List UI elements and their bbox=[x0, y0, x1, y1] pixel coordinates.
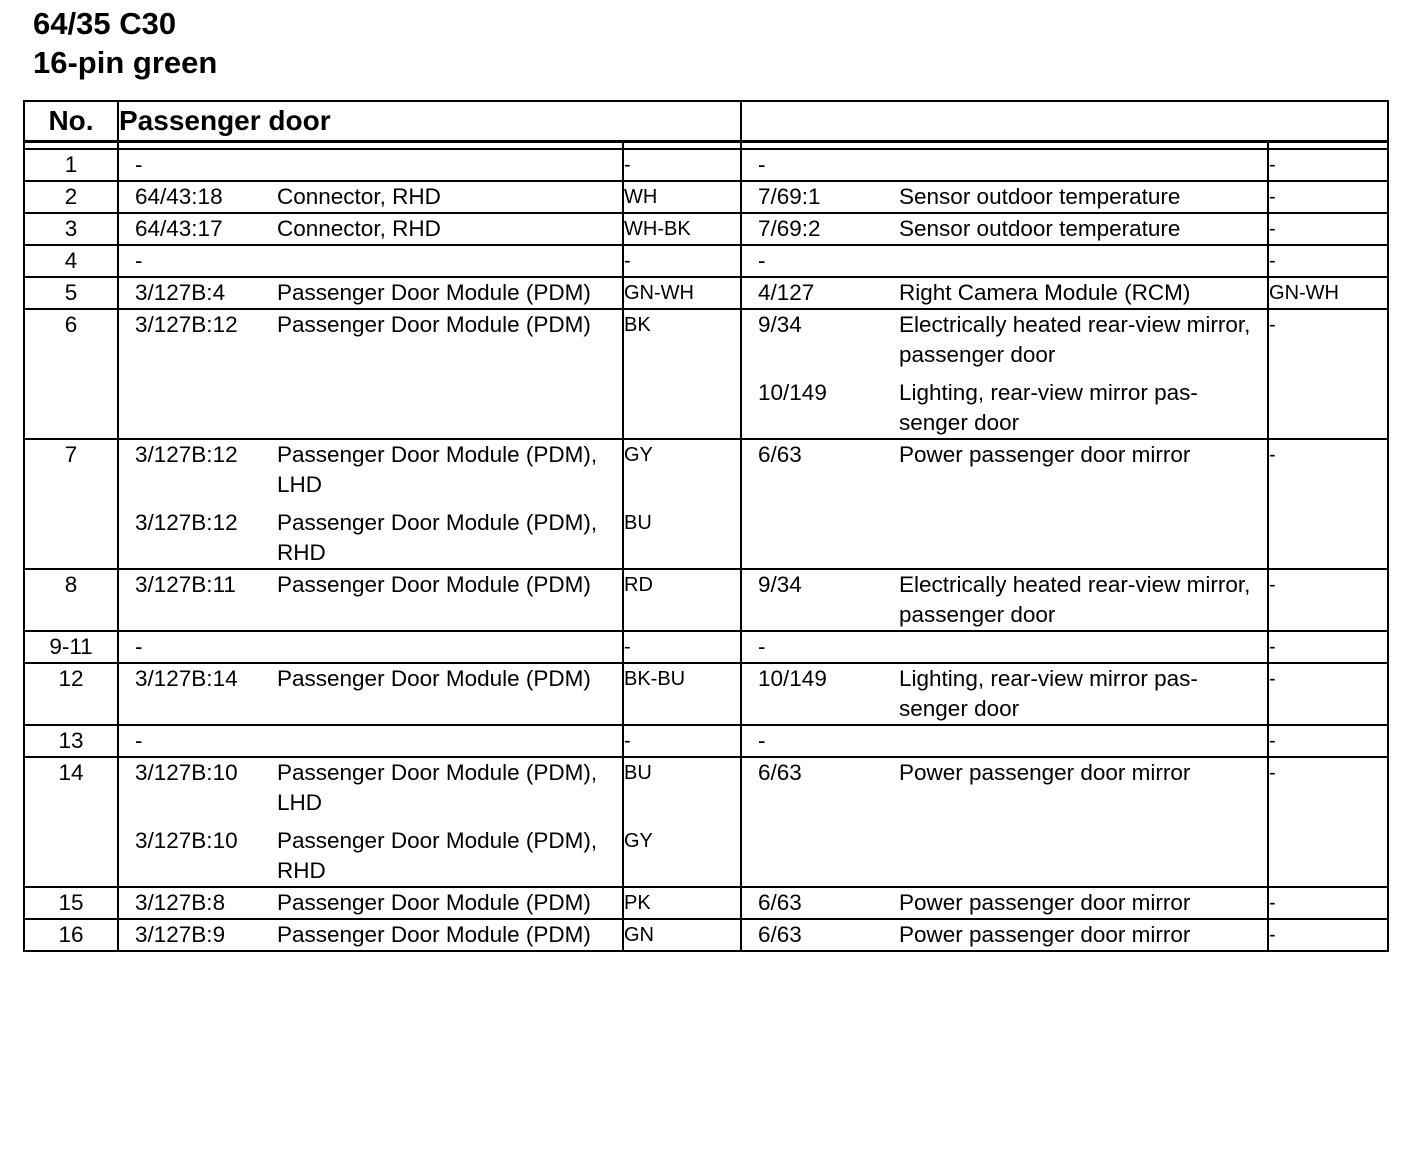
source-entry bbox=[119, 888, 622, 918]
destination-description: Sensor outdoor temperature bbox=[899, 184, 1181, 209]
destination-cell bbox=[741, 569, 1268, 631]
source-ref: 3/127B:12 bbox=[135, 510, 238, 535]
destination-entry bbox=[742, 758, 1267, 788]
destination-ref: - bbox=[758, 152, 766, 177]
destination-ref: 6/63 bbox=[758, 442, 802, 467]
source-entry bbox=[119, 508, 622, 568]
connector-title bbox=[33, 4, 217, 82]
source-ref: 3/127B:9 bbox=[135, 922, 226, 947]
destination-cell bbox=[741, 213, 1268, 245]
source-ref: - bbox=[135, 728, 143, 753]
destination-ref: - bbox=[758, 248, 766, 273]
destination-cell bbox=[741, 631, 1268, 663]
wire-color: GN-WH bbox=[624, 282, 694, 304]
destination-cell bbox=[741, 149, 1268, 181]
wire-color-cell bbox=[623, 439, 741, 569]
table-header-row bbox=[24, 101, 1388, 142]
destination-ref: 6/63 bbox=[758, 890, 802, 915]
destination-description bbox=[899, 632, 1267, 662]
destination-ref: 9/34 bbox=[758, 312, 802, 337]
source-ref: 3/127B:12 bbox=[135, 312, 238, 337]
pin-number: 3 bbox=[24, 213, 118, 245]
destination-cell bbox=[741, 663, 1268, 725]
source-entry bbox=[119, 440, 622, 500]
source-ref: 3/127B:8 bbox=[135, 890, 226, 915]
destination-wire-color: - bbox=[1268, 757, 1388, 887]
source-entry bbox=[119, 632, 622, 662]
pin-number: 4 bbox=[24, 245, 118, 277]
table-row bbox=[24, 213, 1388, 245]
wire-color-cell bbox=[623, 569, 741, 631]
destination-description: Electrically heated rear-view mirror, passenger door bbox=[899, 312, 1251, 367]
source-ref: 3/127B:14 bbox=[135, 666, 238, 691]
destination-wire-color: - bbox=[1268, 887, 1388, 919]
table-row bbox=[24, 245, 1388, 277]
source-description bbox=[277, 726, 622, 756]
wire-color: PK bbox=[624, 892, 651, 914]
source-entry bbox=[119, 758, 622, 818]
source-description: Passenger Door Module (PDM) bbox=[277, 666, 591, 691]
source-description: Connector, RHD bbox=[277, 184, 441, 209]
destination-cell bbox=[741, 181, 1268, 213]
destination-entry bbox=[742, 632, 1267, 662]
pin-number: 9-11 bbox=[24, 631, 118, 663]
destination-ref: 10/149 bbox=[758, 380, 827, 405]
source-description: Passenger Door Module (PDM), RHD bbox=[277, 828, 598, 883]
source-ref: 3/127B:12 bbox=[135, 442, 238, 467]
source-cell bbox=[118, 887, 623, 919]
destination-wire-color: - bbox=[1268, 213, 1388, 245]
source-description: Passenger Door Module (PDM) bbox=[277, 312, 591, 337]
wire-color-cell bbox=[623, 245, 741, 277]
destination-cell bbox=[741, 439, 1268, 569]
source-entry bbox=[119, 726, 622, 756]
pinout-table bbox=[23, 100, 1389, 952]
source-entry bbox=[119, 182, 622, 212]
table-row bbox=[24, 757, 1388, 887]
table-row bbox=[24, 569, 1388, 631]
column-header-no: No. bbox=[24, 101, 118, 142]
wire-color: - bbox=[624, 730, 631, 752]
destination-entry bbox=[742, 214, 1267, 244]
source-cell bbox=[118, 213, 623, 245]
destination-wire-color: - bbox=[1268, 631, 1388, 663]
wire-color: WH-BK bbox=[624, 218, 691, 240]
source-description: Passenger Door Module (PDM), RHD bbox=[277, 510, 598, 565]
source-cell bbox=[118, 757, 623, 887]
table-row bbox=[24, 919, 1388, 951]
source-ref: 64/43:18 bbox=[135, 184, 223, 209]
destination-wire-color: - bbox=[1268, 149, 1388, 181]
source-entry bbox=[119, 278, 622, 308]
destination-cell bbox=[741, 277, 1268, 309]
destination-entry bbox=[742, 278, 1267, 308]
column-header-blank bbox=[741, 101, 1388, 142]
destination-cell bbox=[741, 309, 1268, 439]
wire-color: - bbox=[624, 250, 631, 272]
source-cell bbox=[118, 149, 623, 181]
wire-color: BK bbox=[624, 314, 651, 336]
column-header-passenger-door: Passenger door bbox=[118, 101, 741, 142]
wire-color: BU bbox=[624, 762, 652, 784]
table-row bbox=[24, 181, 1388, 213]
wire-color-cell bbox=[623, 181, 741, 213]
destination-wire-color: - bbox=[1268, 309, 1388, 439]
connector-id: 64/35 C30 bbox=[33, 6, 177, 41]
wire-color-cell bbox=[623, 149, 741, 181]
wire-color: - bbox=[624, 636, 631, 658]
wire-color-cell bbox=[623, 919, 741, 951]
destination-ref: 7/69:1 bbox=[758, 184, 821, 209]
table-body bbox=[24, 142, 1388, 952]
source-ref: - bbox=[135, 152, 143, 177]
source-description: Passenger Door Module (PDM) bbox=[277, 890, 591, 915]
destination-cell bbox=[741, 887, 1268, 919]
pin-number: 8 bbox=[24, 569, 118, 631]
table-row bbox=[24, 149, 1388, 181]
source-entry bbox=[119, 310, 622, 340]
source-ref: - bbox=[135, 248, 143, 273]
pin-number: 1 bbox=[24, 149, 118, 181]
destination-description: Power passenger door mirror bbox=[899, 760, 1191, 785]
table-row bbox=[24, 663, 1388, 725]
source-description bbox=[277, 246, 622, 276]
destination-wire-color: - bbox=[1268, 725, 1388, 757]
wire-color-cell bbox=[623, 277, 741, 309]
table-row bbox=[24, 439, 1388, 569]
destination-description: Power passenger door mirror bbox=[899, 890, 1191, 915]
wire-color-cell bbox=[623, 887, 741, 919]
destination-wire-color: - bbox=[1268, 245, 1388, 277]
pin-number: 5 bbox=[24, 277, 118, 309]
wire-color-cell bbox=[623, 631, 741, 663]
source-entry bbox=[119, 214, 622, 244]
table-row bbox=[24, 725, 1388, 757]
source-description: Passenger Door Module (PDM), LHD bbox=[277, 760, 598, 815]
destination-description: Right Camera Module (RCM) bbox=[899, 280, 1191, 305]
destination-ref: 10/149 bbox=[758, 666, 827, 691]
source-cell bbox=[118, 309, 623, 439]
destination-description: Electrically heated rear-view mirror, passenger door bbox=[899, 572, 1251, 627]
source-description: Passenger Door Module (PDM) bbox=[277, 922, 591, 947]
destination-description: Power passenger door mirror bbox=[899, 922, 1191, 947]
source-ref: 64/43:17 bbox=[135, 216, 223, 241]
destination-wire-color: - bbox=[1268, 569, 1388, 631]
destination-description: Lighting, rear-view mirror pas-senger door bbox=[899, 666, 1198, 721]
pin-number: 2 bbox=[24, 181, 118, 213]
destination-entry bbox=[742, 150, 1267, 180]
wire-color-cell bbox=[623, 757, 741, 887]
destination-description: Sensor outdoor temperature bbox=[899, 216, 1181, 241]
destination-cell bbox=[741, 245, 1268, 277]
wire-color: GY bbox=[624, 830, 653, 852]
destination-entry bbox=[742, 664, 1267, 724]
destination-entry bbox=[742, 570, 1267, 630]
source-ref: 3/127B:11 bbox=[135, 572, 236, 597]
destination-entry bbox=[742, 246, 1267, 276]
table-row bbox=[24, 887, 1388, 919]
wire-color: - bbox=[624, 154, 631, 176]
wire-color: GN bbox=[624, 924, 654, 946]
destination-description bbox=[899, 726, 1267, 756]
destination-ref: 6/63 bbox=[758, 760, 802, 785]
pin-number: 16 bbox=[24, 919, 118, 951]
source-description: Passenger Door Module (PDM) bbox=[277, 280, 591, 305]
wire-color-cell bbox=[623, 213, 741, 245]
destination-entry bbox=[742, 888, 1267, 918]
wire-color-cell bbox=[623, 663, 741, 725]
source-entry bbox=[119, 246, 622, 276]
destination-wire-color: - bbox=[1268, 439, 1388, 569]
wire-color: BU bbox=[624, 512, 652, 534]
source-cell bbox=[118, 569, 623, 631]
destination-description bbox=[899, 150, 1267, 180]
header-spacer bbox=[24, 142, 1388, 150]
destination-entry bbox=[742, 920, 1267, 950]
destination-ref: 7/69:2 bbox=[758, 216, 821, 241]
source-cell bbox=[118, 725, 623, 757]
destination-description bbox=[899, 246, 1267, 276]
table-row bbox=[24, 631, 1388, 663]
source-ref: 3/127B:4 bbox=[135, 280, 226, 305]
table-row bbox=[24, 277, 1388, 309]
source-description: Passenger Door Module (PDM) bbox=[277, 572, 591, 597]
destination-description: Lighting, rear-view mirror pas-senger door bbox=[899, 380, 1198, 435]
destination-cell bbox=[741, 919, 1268, 951]
source-cell bbox=[118, 277, 623, 309]
source-description: Passenger Door Module (PDM), LHD bbox=[277, 442, 598, 497]
destination-cell bbox=[741, 757, 1268, 887]
source-cell bbox=[118, 245, 623, 277]
destination-wire-color: - bbox=[1268, 663, 1388, 725]
destination-entry bbox=[742, 378, 1267, 438]
destination-ref: - bbox=[758, 728, 766, 753]
table-row bbox=[24, 309, 1388, 439]
pin-number: 6 bbox=[24, 309, 118, 439]
pin-number: 12 bbox=[24, 663, 118, 725]
destination-wire-color: - bbox=[1268, 181, 1388, 213]
destination-ref: 9/34 bbox=[758, 572, 802, 597]
destination-entry bbox=[742, 440, 1267, 470]
pin-number: 7 bbox=[24, 439, 118, 569]
source-cell bbox=[118, 631, 623, 663]
destination-ref: - bbox=[758, 634, 766, 659]
source-entry bbox=[119, 570, 622, 600]
destination-ref: 4/127 bbox=[758, 280, 815, 305]
wire-color: WH bbox=[624, 186, 658, 208]
source-cell bbox=[118, 663, 623, 725]
destination-wire-color: - bbox=[1268, 919, 1388, 951]
wire-color: BK-BU bbox=[624, 668, 686, 690]
source-ref: 3/127B:10 bbox=[135, 760, 238, 785]
destination-ref: 6/63 bbox=[758, 922, 802, 947]
destination-description: Power passenger door mirror bbox=[899, 442, 1191, 467]
wire-color: GY bbox=[624, 444, 653, 466]
source-entry bbox=[119, 920, 622, 950]
wire-color: RD bbox=[624, 574, 653, 596]
pin-number: 15 bbox=[24, 887, 118, 919]
destination-cell bbox=[741, 725, 1268, 757]
source-cell bbox=[118, 919, 623, 951]
wire-color-cell bbox=[623, 725, 741, 757]
source-ref: - bbox=[135, 634, 143, 659]
source-entry bbox=[119, 150, 622, 180]
pin-number: 14 bbox=[24, 757, 118, 887]
destination-entry bbox=[742, 726, 1267, 756]
source-description: Connector, RHD bbox=[277, 216, 441, 241]
source-description bbox=[277, 632, 622, 662]
destination-wire-color: GN-WH bbox=[1268, 277, 1388, 309]
connector-description: 16-pin green bbox=[33, 45, 218, 80]
destination-entry bbox=[742, 310, 1267, 370]
source-entry bbox=[119, 826, 622, 886]
pin-number: 13 bbox=[24, 725, 118, 757]
source-description bbox=[277, 150, 622, 180]
source-entry bbox=[119, 664, 622, 694]
destination-entry bbox=[742, 182, 1267, 212]
source-ref: 3/127B:10 bbox=[135, 828, 238, 853]
source-cell bbox=[118, 181, 623, 213]
source-cell bbox=[118, 439, 623, 569]
wire-color-cell bbox=[623, 309, 741, 439]
